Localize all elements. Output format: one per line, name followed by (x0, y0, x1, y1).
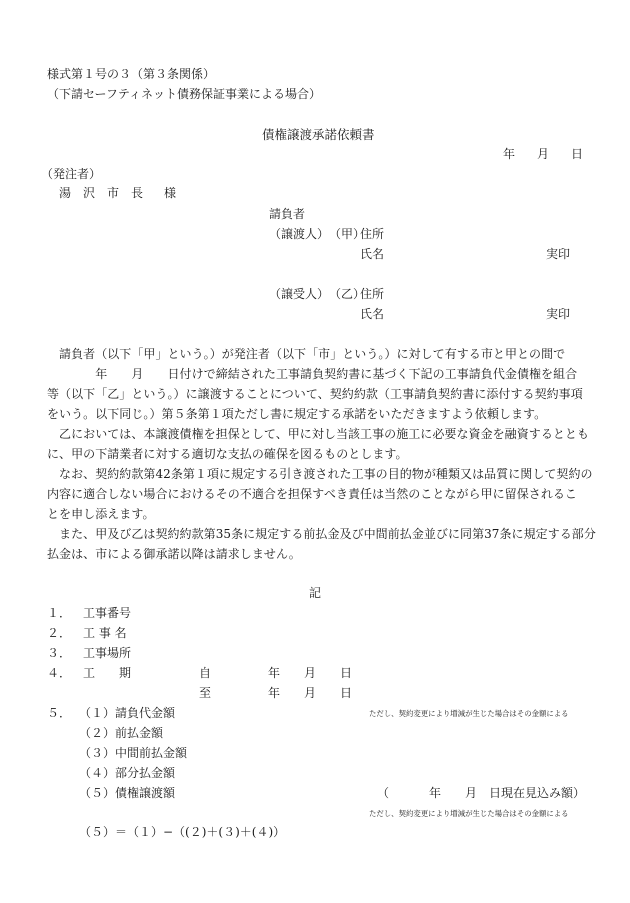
date-day: 日 (571, 147, 584, 161)
form-number: 様式第１号の３（第３条関係） (47, 67, 216, 81)
paragraph-1-line-1: 請負者（以下「甲」という。）が発注者（以下「市」という。）に対して有する市と甲との間で (47, 347, 566, 361)
estimate-as-of: 日現在見込み額） (489, 786, 586, 800)
document-title: 債権譲渡承諾依頼書 (262, 127, 375, 142)
change-note-bottom: ただし、契約変更により増減が生じた場合はその金額による (369, 809, 569, 818)
period-to-mark: 至 (199, 686, 212, 700)
item-2-label: 工 事 名 (83, 626, 127, 640)
item-3-label: 工事場所 (83, 646, 132, 660)
item-3-number: ３． (47, 646, 72, 660)
paragraph-1-line-3: 等（以下「乙」という。）に譲渡することについて、契約約款（工事請負契約書に添付する契約事項 (47, 387, 583, 401)
item-4-number: ４． (47, 666, 72, 680)
paragraph-4-line-2: 払金は、市による御承諾以降は請求しません。 (47, 547, 301, 561)
change-note-top: ただし、契約変更により増減が生じた場合はその金額による (369, 709, 569, 718)
paragraph-1-line-2: 年 月 日付けで締結された工事請負契約書に基づく下記の工事請負代金債権を組合 (47, 367, 578, 381)
recipient-char-2: 沢 (83, 186, 96, 200)
assignee-name-label: 氏名 (360, 307, 385, 321)
date-year: 年 (503, 147, 516, 161)
paragraph-2-line-2: に、甲の下請業者に対する適切な支払の確保を図るものとします。 (47, 447, 408, 461)
recipient-char-4: 長 (131, 186, 144, 200)
period-from-day: 日 (340, 666, 353, 680)
assignee-address-label: 住所 (360, 287, 385, 301)
assignee-seal: 実印 (546, 307, 571, 321)
period-from-month: 月 (304, 666, 317, 680)
item-2-number: ２． (47, 626, 72, 640)
recipient-honorific: 様 (164, 186, 177, 200)
paragraph-3-line-3: とを申し添えます。 (47, 507, 155, 521)
contractor-label: 請負者 (269, 207, 306, 221)
recipient-label: （発注者） (41, 167, 102, 181)
paragraph-3-line-2: 内容に適合しない場合におけるその不適合を担保すべき責任は当然のことながら甲に留保されるこ (47, 487, 577, 501)
item-5-sub-2: （２）前払金額 (79, 726, 164, 740)
paragraph-2-line-1: 乙においては、本譲渡債権を担保として、甲に対し当該工事の施工に必要な資金を融資するととも (47, 427, 590, 441)
estimate-month: 月 (465, 786, 478, 800)
assignee-party: （乙） (329, 287, 366, 301)
assignor-party: （甲） (329, 227, 366, 241)
paragraph-1-line-4: をいう。以下同じ。）第５条第１項ただし書に規定する承諾をいただきますよう依頼します。 (47, 407, 547, 421)
period-to-month: 月 (304, 686, 317, 700)
recipient-char-3: 市 (107, 186, 120, 200)
period-to-day: 日 (340, 686, 353, 700)
form-subtitle: （下請セーフティネット債務保証事業による場合） (47, 87, 321, 101)
assignor-seal: 実印 (546, 247, 571, 261)
paragraph-3-line-1: なお、契約約款第42条第１項に規定する引き渡された工事の目的物が種類又は品質に関して契約の (47, 467, 593, 481)
assignor-name-label: 氏名 (360, 247, 385, 261)
date-month: 月 (537, 147, 550, 161)
assignor-address-label: 住所 (360, 227, 385, 241)
paragraph-4-line-1: また、甲及び乙は契約約款第35条に規定する前払金及び中間前払金並びに同第37条に規定する部分 (47, 527, 596, 541)
assignee-role: （譲受人） (269, 287, 330, 301)
recipient-char-1: 湯 (59, 186, 72, 200)
item-5-number: ５． (47, 706, 72, 720)
item-5-sub-5: （５）債権譲渡額 (79, 786, 176, 800)
item-1-label: 工事番号 (83, 606, 132, 620)
transfer-formula: （５）＝（１）−（(２)＋(３)＋(４)） (79, 825, 286, 839)
item-1-number: １． (47, 606, 72, 620)
ki-heading: 記 (309, 586, 322, 600)
estimate-year: 年 (429, 786, 442, 800)
period-from-mark: 自 (199, 666, 212, 680)
item-4-label: 工 期 (83, 666, 132, 680)
period-from-year: 年 (268, 666, 281, 680)
estimate-open-paren: （ (377, 786, 390, 800)
item-5-sub-1: （１）請負代金額 (79, 706, 176, 720)
assignor-role: （譲渡人） (269, 227, 330, 241)
item-5-sub-4: （４）部分払金額 (79, 766, 176, 780)
item-5-sub-3: （３）中間前払金額 (79, 746, 188, 760)
period-to-year: 年 (268, 686, 281, 700)
